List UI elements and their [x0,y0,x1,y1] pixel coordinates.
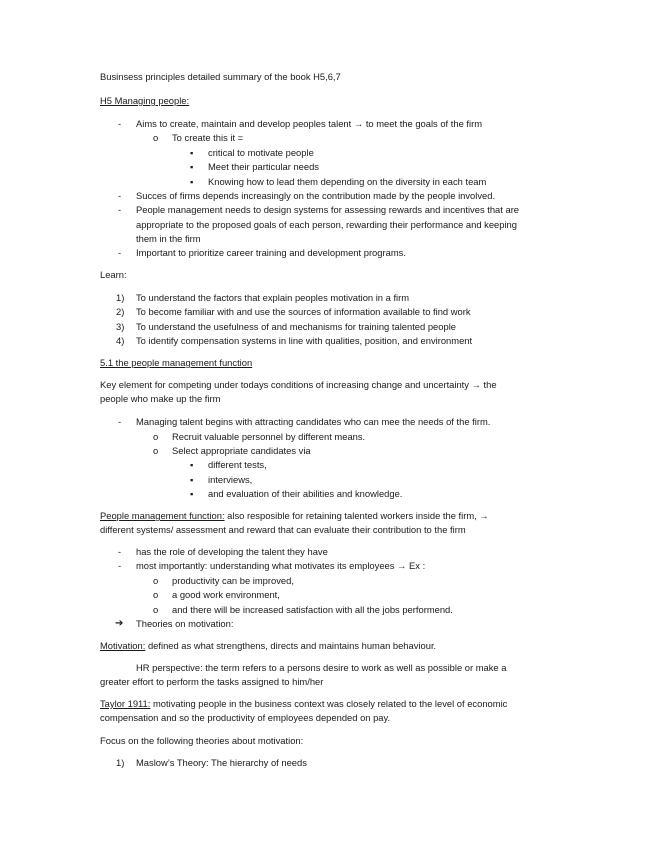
section-heading-5-1: 5.1 the people management function [100,357,253,368]
bullet-text: Select appropriate candidates via [172,445,311,456]
square-bullet: ▪ [190,488,194,499]
circle-bullet: o [153,575,159,586]
bullet-text: Succes of firms depends increasingly on the contribution made by the people involved. [136,190,496,201]
paragraph-text: HR perspective: the term refers to a persons desire to work as well as possible or make a [136,662,507,673]
bullet-text: Recruit valuable personnel by different means. [172,431,366,442]
circle-bullet: o [153,589,159,600]
arrow-bullet: ➔ [115,618,124,629]
dash-bullet: - [118,190,122,201]
list-item: Maslow’s Theory: The hierarchy of needs [136,757,307,768]
bullet-text: Managing talent begins with attracting candidates who can mee the needs of the firm. [136,416,491,427]
paragraph-text: greater effort to perform the tasks assigned to him/her [100,676,324,687]
list-number: 1) [116,757,125,768]
section-heading-h5: H5 Managing people: [100,95,190,106]
document-title: Businsess principles detailed summary of the book H5,6,7 [100,71,341,82]
dash-bullet: - [118,416,122,427]
bullet-text: appropriate to the proposed goals of each person, rewarding their performance and keeping [136,219,517,230]
paragraph-text: compensation and so the productivity of employees depended on pay. [100,712,391,723]
term-text: defined as what strengthens, directs and maintains human behaviour. [145,640,437,651]
bullet-text: and evaluation of their abilities and knowledge. [208,488,403,499]
paragraph-text: Key element for competing under todays conditions of increasing change and uncertainty → the [100,379,497,390]
list-number: 4) [116,335,125,346]
bullet-text: and there will be increased satisfaction with all the jobs performend. [172,604,453,615]
square-bullet: ▪ [190,459,194,470]
paragraph-text [100,697,507,712]
circle-bullet: o [153,132,159,143]
term-label: Motivation: [100,640,146,651]
list-item: To identify compensation systems in line with qualities, position, and environment [136,335,473,346]
term-label: Taylor 1911: [100,698,151,709]
list-item: To become familiar with and use the sources of information available to find work [136,306,471,317]
list-number: 2) [116,306,125,317]
square-bullet: ▪ [190,147,194,158]
bullet-text: critical to motivate people [208,147,314,158]
list-number: 3) [116,321,125,332]
bullet-text: different tests, [208,459,267,470]
term-text: also resposible for retaining talented workers inside the firm, → [224,510,489,521]
bullet-text: has the role of developing the talent they have [136,546,328,557]
bullet-text: Knowing how to lead them depending on the diversity in each team [208,176,487,187]
square-bullet: ▪ [190,176,194,187]
dash-bullet: - [118,560,122,571]
list-number: 1) [116,292,125,303]
bullet-text: Theories on motivation: [136,618,234,629]
bullet-text: Meet their particular needs [208,161,319,172]
circle-bullet: o [153,445,159,456]
circle-bullet: o [153,431,159,442]
bullet-text: interviews, [208,474,253,485]
paragraph-text [100,509,489,524]
term-text: motivating people in the business context was closely related to the level of economic [150,698,508,709]
bullet-text: People management needs to design systems for assessing rewards and incentives that are [136,204,520,215]
bullet-text: Important to prioritize career training and development programs. [136,247,406,258]
paragraph-text [100,639,436,654]
bullet-text: Aims to create, maintain and develop peoples talent → to meet the goals of the firm [136,118,483,129]
bullet-text: a good work environment, [172,589,280,600]
paragraph-text: different systems/ assessment and reward that can evaluate their contribution to the firm [100,524,466,535]
square-bullet: ▪ [190,161,194,172]
paragraph-text: Focus on the following theories about motivation: [100,735,304,746]
dash-bullet: - [118,546,122,557]
bullet-text: To create this it = [172,132,244,143]
bullet-text: most importantly: understanding what motivates its employees → Ex : [136,560,426,571]
paragraph-text: people who make up the firm [100,393,221,404]
square-bullet: ▪ [190,474,194,485]
dash-bullet: - [118,204,122,215]
list-item: To understand the factors that explain peoples motivation in a firm [136,292,410,303]
bullet-text: productivity can be improved, [172,575,294,586]
list-item: To understand the usefulness of and mechanisms for training talented people [136,321,456,332]
term-label: People management function: [100,510,225,521]
circle-bullet: o [153,604,159,615]
dash-bullet: - [118,118,122,129]
bullet-text: them in the firm [136,233,201,244]
dash-bullet: - [118,247,122,258]
learn-label: Learn: [100,269,127,280]
